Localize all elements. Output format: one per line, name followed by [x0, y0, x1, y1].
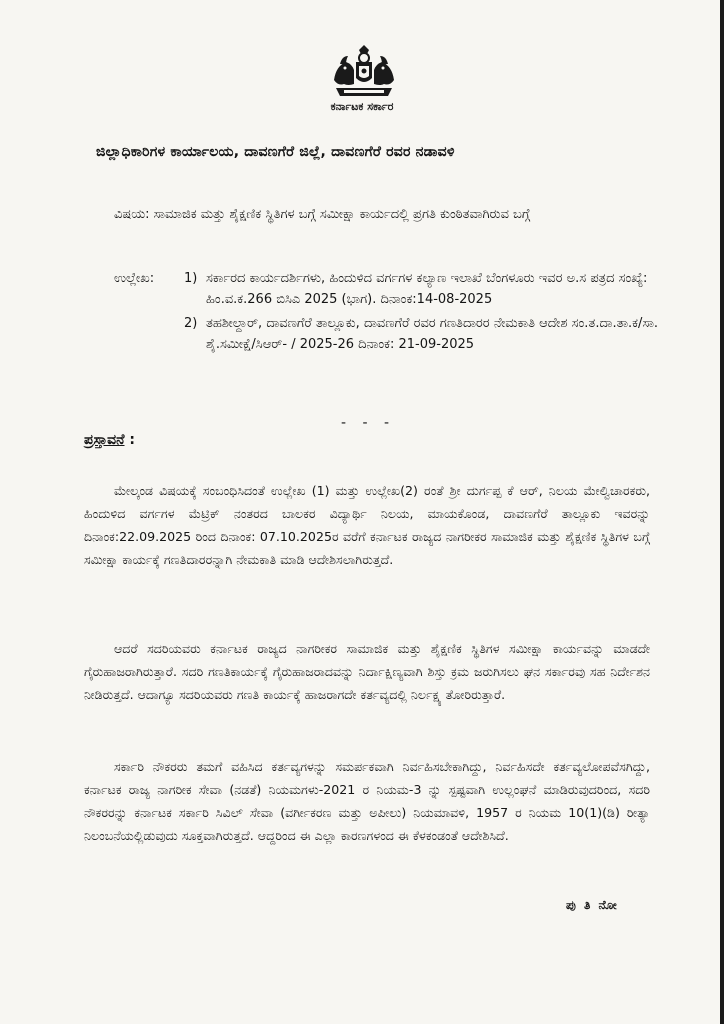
- subject-label: ವಿಷಯ:: [114, 207, 150, 222]
- body-paragraph: ಆದರೆ ಸದರಿಯವರು ಕರ್ನಾಟಕ ರಾಜ್ಯದ ನಾಗರೀಕರ ಸಾಮಾಜಿಕ ಮತ್ತು ಶೈಕ್ಷಣಿಕ ಸ್ಥಿತಿಗಳ ಸಮೀಕ್ಷಾ ಕಾರ್ಯವನ್ನು ಮಾಡದೇ ಗೈರುಹಾಜರಾಗಿರುತ್ತಾರೆ. ಸದರಿ ಗಣತಿಕಾರ್ಯಕ್ಕೆ ಗೈರುಹಾಜರಾದವನ್ನು ನಿರ್ದಾಕ್ಷಿಣ್ಯವಾಗಿ ಶಿಸ್ತು ಕ್ರಮ ಜರುಗಿಸಲು ಘನ ಸರ್ಕಾರವು ಸಹ ನಿರ್ದೇಶನ ನೀಡಿರುತ್ತದೆ. ಆದಾಗ್ಯೂ ಸದರಿಯವರು ಗಣತಿ ಕಾರ್ಯಕ್ಕೆ ಹಾಜರಾಗದೇ ಕರ್ತವ್ಯದಲ್ಲಿ ನಿರ್ಲಕ್ಷ್ಯ ತೋರಿರುತ್ತಾರೆ.: [84, 640, 650, 702]
- reference-number: 1): [184, 271, 198, 286]
- reference-item: [184, 313, 664, 355]
- reference-item: [184, 268, 664, 310]
- karnataka-emblem-icon: [326, 44, 402, 100]
- section-divider: - - -: [340, 415, 396, 431]
- references-block: [114, 268, 674, 358]
- preface-heading: [84, 432, 135, 448]
- preface-colon: :: [124, 432, 135, 448]
- reference-number: 2): [184, 316, 198, 331]
- subject-text: ಸಾಮಾಜಿಕ ಮತ್ತು ಶೈಕ್ಷಣಿಕ ಸ್ಥಿತಿಗಳ ಬಗ್ಗೆ ಸಮೀಕ್ಷಾ ಕಾರ್ಯದಲ್ಲಿ ಪ್ರಗತಿ ಕುಂಠಿತವಾಗಿರುವ ಬಗ್ಗೆ: [153, 207, 531, 222]
- reference-text: ತಹಶೀಲ್ದಾರ್, ದಾವಣಗೆರೆ ತಾಲ್ಲೂಕು, ದಾವಣಗೆರೆ ರವರ ಗಣತಿದಾರರ ನೇಮಕಾತಿ ಆದೇಶ ಸಂ.ತ.ದಾ.ತಾ.ಕ/ಸಾ. ಶೈ.ಸಮೀಕ್ಷೆ/ಸಿಆರ್- / 2025-26 ದಿನಾಂಕ: 21-09-2025: [206, 316, 659, 352]
- government-name: ಕರ್ನಾಟಕ ಸರ್ಕಾರ: [330, 100, 394, 113]
- subject-block: [114, 204, 654, 226]
- page-continuation-note: ಪು ತಿ ನೋ: [566, 898, 619, 912]
- preface-title: ಪ್ರಸ್ತಾವನೆ: [84, 432, 125, 448]
- references-label: ಉಲ್ಲೇಖ:: [114, 271, 155, 286]
- references-list: [184, 268, 664, 358]
- scan-edge: [720, 0, 724, 1024]
- office-title: ಜಿಲ್ಲಾಧಿಕಾರಿಗಳ ಕಾರ್ಯಾಲಯ, ದಾವಣಗೆರೆ ಜಿಲ್ಲೆ, ದಾವಣಗೆರೆ ರವರ ನಡಾವಳಿ: [96, 144, 455, 160]
- body-paragraph: ಸರ್ಕಾರಿ ನೌಕರರು ತಮಗೆ ವಹಿಸಿದ ಕರ್ತವ್ಯಗಳನ್ನು ಸಮರ್ಪಕವಾಗಿ ನಿರ್ವಹಿಸಬೇಕಾಗಿದ್ದು, ನಿರ್ವಹಿಸದೇ ಕರ್ತವ್ಯಲೋಪವೆಸಗಿದ್ದು, ಕರ್ನಾಟಕ ರಾಜ್ಯ ನಾಗರೀಕ ಸೇವಾ (ನಡತೆ) ನಿಯಮಗಳು-2021 ರ ನಿಯಮ-3 ನ್ನು ಸ್ಪಷ್ಟವಾಗಿ ಉಲ್ಲಂಘನೆ ಮಾಡಿರುವುದರಿಂದ, ಸದರಿ ನೌಕರರನ್ನು ಕರ್ನಾಟಕ ಸರ್ಕಾರಿ ಸಿವಿಲ್ ಸೇವಾ (ವರ್ಗೀಕರಣ ಮತ್ತು ಅಪೀಲು) ನಿಯಮಾವಳಿ, 1957 ರ ನಿಯಮ 10(1)(ಡಿ) ರೀತ್ಯಾ ನಿಲಂಬನೆಯಲ್ಲಿಡುವುದು ಸೂಕ್ತವಾಗಿರುತ್ತದೆ. ಆದ್ದರಿಂದ ಈ ಎಲ್ಲಾ ಕಾರಣಗಳಂದ ಈ ಕೆಳಕಂಡಂತೆ ಆದೇಶಿಸಿದೆ.: [84, 758, 650, 843]
- reference-text: ಸರ್ಕಾರದ ಕಾರ್ಯದರ್ಶಿಗಳು, ಹಿಂದುಳಿದ ವರ್ಗಗಳ ಕಲ್ಯಾಣ ಇಲಾಖೆ ಬೆಂಗಳೂರು ಇವರ ಅ.ಸ ಪತ್ರದ ಸಂಖ್ಯೆ: ಹಿಂ.ವ.ಕ.266 ಬಿಸಿಎ 2025 (ಭಾಗ). ದಿನಾಂಕ:14-08-2025: [206, 271, 648, 307]
- body-paragraph: ಮೇಲ್ಕಂಡ ವಿಷಯಕ್ಕೆ ಸಂಬಂಧಿಸಿದಂತೆ ಉಲ್ಲೇಖ (1) ಮತ್ತು ಉಲ್ಲೇಖ(2) ರಂತೆ ಶ್ರೀ ದುರ್ಗಪ್ಪ ಕೆ ಆರ್, ನಿಲಯ ಮೇಲ್ವಿಚಾರಕರು, ಹಿಂದುಳಿದ ವರ್ಗಗಳ ಮೆಟ್ರಿಕ್ ನಂತರದ ಬಾಲಕರ ವಿದ್ಯಾರ್ಥಿ ನಿಲಯ, ಮಾಯಕೊಂಡ, ದಾವಣಗೆರೆ ತಾಲ್ಲೂಕು ಇವರನ್ನು ದಿನಾಂಕ:22.09.2025 ರಿಂದ ದಿನಾಂಕ: 07.10.2025ರ ವರೆಗೆ ಕರ್ನಾಟಕ ರಾಜ್ಯದ ನಾಗರೀಕರ ಸಾಮಾಜಿಕ ಮತ್ತು ಶೈಕ್ಷಣಿಕ ಸ್ಥಿತಿಗಳ ಬಗ್ಗೆ ಸಮೀಕ್ಷಾ ಕಾರ್ಯಕ್ಕೆ ಗಣತಿದಾರರನ್ನಾಗಿ ನೇಮಕಾತಿ ಮಾಡಿ ಆದೇಶಿಸಲಾಗಿರುತ್ತದೆ.: [84, 482, 650, 567]
